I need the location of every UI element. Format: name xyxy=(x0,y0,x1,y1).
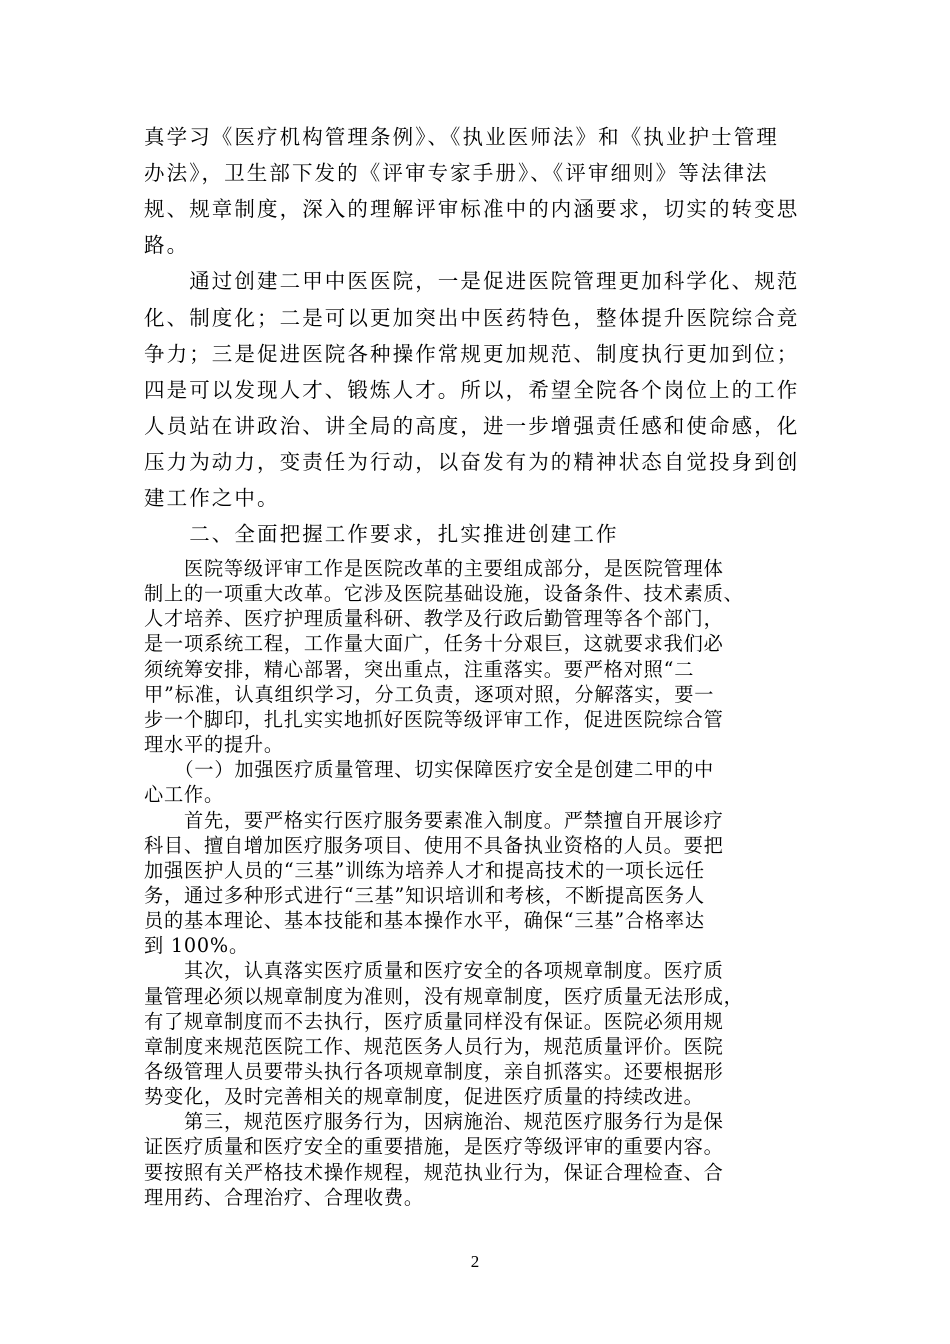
text-line: 各级管理人员要带头执行各项规章制度，亲自抓落实。还要根据形 xyxy=(144,1060,724,1083)
text-line: 通过创建二甲中医医院，一是促进医院管理更加科学化、规范 xyxy=(144,269,800,294)
text-line: 制上的一项重大改革。它涉及医院基础设施，设备条件、技术素质、 xyxy=(144,582,744,606)
text-line: 势变化，及时完善相关的规章制度，促进医疗质量的持续改进。 xyxy=(144,1085,704,1109)
text-line: 章制度来规范医院工作、规范医务人员行为，规范质量评价。医院 xyxy=(144,1034,724,1058)
page-number: 2 xyxy=(470,1252,480,1271)
text-line: 须统筹安排，精心部署，突出重点，注重落实。要严格对照“二 xyxy=(144,657,695,681)
text-line: 真学习《医疗机构管理条例》、《执业医师法》和《执业护士管理 xyxy=(144,125,779,149)
text-line: 人员站在讲政治、讲全局的高度，进一步增强责任感和使命感，化 xyxy=(144,413,800,438)
text-line: 首先，要严格实行医疗服务要素准入制度。严禁擅自开展诊疗 xyxy=(144,808,724,832)
text-line: 二、全面把握工作要求，扎实推进创建工作 xyxy=(144,522,619,547)
text-line: 务，通过多种形式进行“三基”知识培训和考核，不断提高医务人 xyxy=(144,883,705,907)
text-line: 办法》，卫生部下发的《评审专家手册》、《评审细则》等法律法 xyxy=(144,161,769,186)
text-line: 甲”标准，认真组织学习，分工负责，逐项对照，分解落实，要一 xyxy=(144,682,715,706)
text-line: 压力为动力，变责任为行动，以奋发有为的精神状态自觉投身到创 xyxy=(144,449,800,474)
text-line: 争力；三是促进医院各种操作常规更加规范、制度执行更加到位； xyxy=(144,341,800,366)
text-line: 证医疗质量和医疗安全的重要措施，是医疗等级评审的重要内容。 xyxy=(144,1135,724,1159)
text-line: 化、制度化；二是可以更加突出中医药特色，整体提升医院综合竞 xyxy=(144,305,800,330)
text-line: 规、规章制度，深入的理解评审标准中的内涵要求，切实的转变思 xyxy=(144,197,800,222)
text-line: 第三，规范医疗服务行为，因病施治、规范医疗服务行为是保 xyxy=(144,1110,724,1134)
text-line: 到 100%。 xyxy=(144,934,249,958)
text-line: 路。 xyxy=(144,233,190,258)
text-line: 医院等级评审工作是医院改革的主要组成部分，是医院管理体 xyxy=(144,557,724,580)
text-line: 步一个脚印，扎扎实实地抓好医院等级评审工作，促进医院综合管 xyxy=(144,707,724,731)
text-line: 加强医护人员的“三基”训练为培养人才和提高技术的一项长远任 xyxy=(144,858,705,882)
text-line: 其次，认真落实医疗质量和医疗安全的各项规章制度。医疗质 xyxy=(144,959,724,983)
text-line: 心工作。 xyxy=(144,783,224,807)
text-line: 理用药、合理治疗、合理收费。 xyxy=(144,1185,424,1209)
text-line: 理水平的提升。 xyxy=(144,733,284,757)
text-line: 四是可以发现人才、锻炼人才。所以，希望全院各个岗位上的工作 xyxy=(144,377,800,402)
text-line: 建工作之中。 xyxy=(144,486,280,510)
text-line: 是一项系统工程，工作量大面广，任务十分艰巨，这就要求我们必 xyxy=(144,632,724,656)
text-line: 要按照有关严格技术操作规程，规范执业行为，保证合理检查、合 xyxy=(144,1160,724,1184)
text-line: 人才培养、医疗护理质量科研、教学及行政后勤管理等各个部门， xyxy=(144,607,724,631)
text-line: 科目、擅自增加医疗服务项目、使用不具备执业资格的人员。要把 xyxy=(144,833,724,857)
text-line: 有了规章制度而不去执行，医疗质量同样没有保证。医院必须用规 xyxy=(144,1009,724,1033)
text-line: （一）加强医疗质量管理、切实保障医疗安全是创建二甲的中 xyxy=(144,758,715,782)
text-line: 量管理必须以规章制度为准则，没有规章制度，医疗质量无法形成， xyxy=(144,984,744,1008)
text-line: 员的基本理论、基本技能和基本操作水平，确保“三基”合格率达 xyxy=(144,909,705,933)
